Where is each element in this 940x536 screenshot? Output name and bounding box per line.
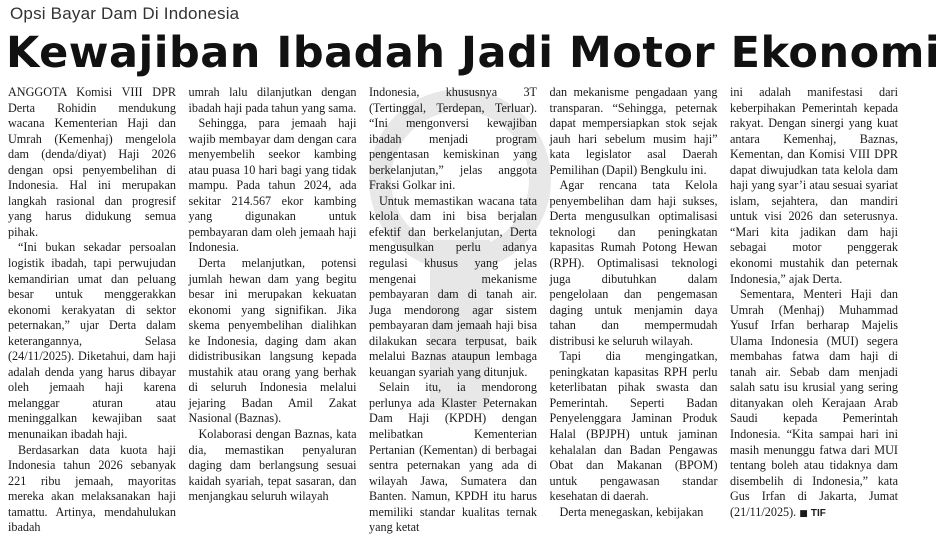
paragraph-text: Sementara, Menteri Haji dan Umrah (Menhaj) Muhammad Yusuf Irfan berharap Majelis Ulama Indonesia (MUI) segera membahas fatwa dam haji di tanah air. Sebab dam menjadi salah satu isu krusial yang sering ditanyakan oleh Kerajaan Arab Saudi kepada Pemerintah Indonesia. “Kita sampai hari ini masih menunggu fatwa dari MUI tentang boleh atau tidaknya dam disembelih di Indonesia,” kata Gus Irfan di Jakarta, Jumat (21/11/2025).: [730, 287, 898, 519]
article-body: [8, 85, 898, 535]
paragraph: ini adalah manifestasi dari keberpihakan Pemerintah kepada rakyat. Dengan sinergi yang kuat antara Kemenhaj, Baznas, Kementan, dan Komisi VIII DPR dapat diwujudkan tata kelola dam haji yang syar’i atau sesuai syariat islam, sejahtera, dan mandiri untuk visi 2026 dan seterusnya. “Mari kita jadikan dam haji sebagai motor penggerak ekonomi mustahik dan peternak Indonesia,” ajak Derta.: [730, 85, 898, 286]
paragraph: dan mekanisme pengadaan yang transparan. “Sehingga, peternak dapat mempersiapkan stok sejak jauh hari sebelum musim haji” kata legislator asal Daerah Pemilihan (Dapil) Bengkulu ini.: [549, 85, 718, 177]
article-column-3: [369, 85, 537, 535]
paragraph: Selain itu, ia mendorong perlunya ada Klaster Peternakan Dam Haji (KPDH) dengan melibatkan Kementerian Pertanian (Kementan) di berbagai sentra peternakan yang ada di wilayah Jawa, Sumatera dan Banten. Namun, KPDH itu harus memiliki standar kualitas ternak yang ketat: [369, 380, 537, 535]
paragraph: Berdasarkan data kuota haji Indonesia tahun 2026 sebanyak 221 ribu jemaah, mayoritas mereka akan melaksanakan haji tamattu. Artinya, mendahulukan ibadah: [8, 442, 176, 535]
article-column-4: [549, 85, 718, 519]
paragraph: Sehingga, para jemaah haji wajib membayar dam dengan cara menyembelih seekor kambing atau puasa 10 hari bagi yang tidak mampu. Pada tahun 2024, ada sekitar 214.567 ekor kambing yang digunakan untuk pembayaran dam oleh jemaah haji Indonesia.: [188, 116, 357, 255]
paragraph: Kolaborasi dengan Baznas, kata dia, memastikan penyaluran daging dam berlangsung sesuai kaidah syariah, tepat sasaran, dan menjangkau seluruh wilayah: [188, 427, 357, 504]
paragraph: Tapi dia mengingatkan, peningkatan kapasitas RPH perlu keterlibatan pihak swasta dan Pemerintah. Seperti Badan Penyelenggara Jaminan Produk Halal (BPJPH) untuk jaminan kehalalan dan Badan Pengawas Obat dan Makanan (BPOM) untuk pengawasan standar kesehatan di daerah.: [549, 349, 718, 504]
paragraph-final: [730, 287, 898, 522]
author-signature: TIF: [810, 507, 826, 519]
end-mark-icon: ■: [799, 508, 808, 519]
paragraph: Untuk memastikan wacana tata kelola dam ini bisa berjalan efektif dan berkelanjutan, Derta mengusulkan perlu adanya regulasi khusus yang jelas mengenai mekanisme pembayaran dam di tanah air. Juga mendorong agar sistem pembayaran dam jemaah haji bisa dilakukan secara terpusat, baik melalui Baznas ataupun lembaga keuangan syariah yang ditunjuk.: [369, 193, 537, 379]
article-headline: Kewajiban Ibadah Jadi Motor Ekonomi: [6, 28, 940, 78]
paragraph: Agar rencana tata Kelola penyembelihan dam haji sukses, Derta mengusulkan optimalisasi teknologi dan peningkatan kapasitas Rumah Potong Hewan (RPH). Optimalisasi teknologi juga dibutuhkan dalam pengelolaan dan pengemasan daging untuk menjamin daya tahan dan mempermudah distribusi ke seluruh wilayah.: [549, 178, 718, 348]
paragraph: Derta menegaskan, kebijakan: [559, 504, 704, 519]
article-column-5: [730, 85, 898, 519]
paragraph: ANGGOTA Komisi VIII DPR Derta Rohidin mendukung wacana Kementerian Haji dan Umrah (Kemenhaj) mengelola dam (denda/diyat) Haji 2026 dengan opsi penyembelihan di Indonesia. Hal ini merupakan langkah rasional dan progresif yang harus didukung semua pihak.: [8, 85, 176, 239]
article-kicker: Opsi Bayar Dam Di Indonesia: [10, 4, 240, 23]
paragraph: umrah lalu dilanjutkan dengan ibadah haji pada tahun yang sama.: [188, 85, 357, 115]
paragraph: Indonesia, khususnya 3T (Tertinggal, Terdepan, Terluar). “Ini mengonversi kewajiban ibadah menjadi program pengentasan kemiskinan yang berkelanjutan,” jelas anggota Fraksi Golkar ini.: [369, 85, 537, 193]
article-column-2: [188, 85, 357, 504]
paragraph: “Ini bukan sekadar persoalan logistik ibadah, tapi perwujudan kemandirian umat dan peluang besar untuk menggerakkan ekonomi kerakyatan di sektor peternakan,” ujar Derta dalam keterangannya, Selasa (24/11/2025). Diketahui, dam haji adalah denda yang harus dibayar oleh jemaah haji karena melanggar aturan atau meninggalkan kewajiban saat menunaikan ibadah haji.: [8, 240, 176, 442]
article-column-1: [8, 85, 176, 535]
paragraph: Derta melanjutkan, potensi jumlah hewan dam yang begitu besar ini merupakan kekuatan ekonomi yang signifikan. Jika skema penyembelihan dialihkan ke Indonesia, daging dam akan didistribusikan langsung kepada mustahik atau orang yang berhak di seluruh Indonesia melalui jejaring Badan Amil Zakat Nasional (Baznas).: [188, 256, 357, 426]
